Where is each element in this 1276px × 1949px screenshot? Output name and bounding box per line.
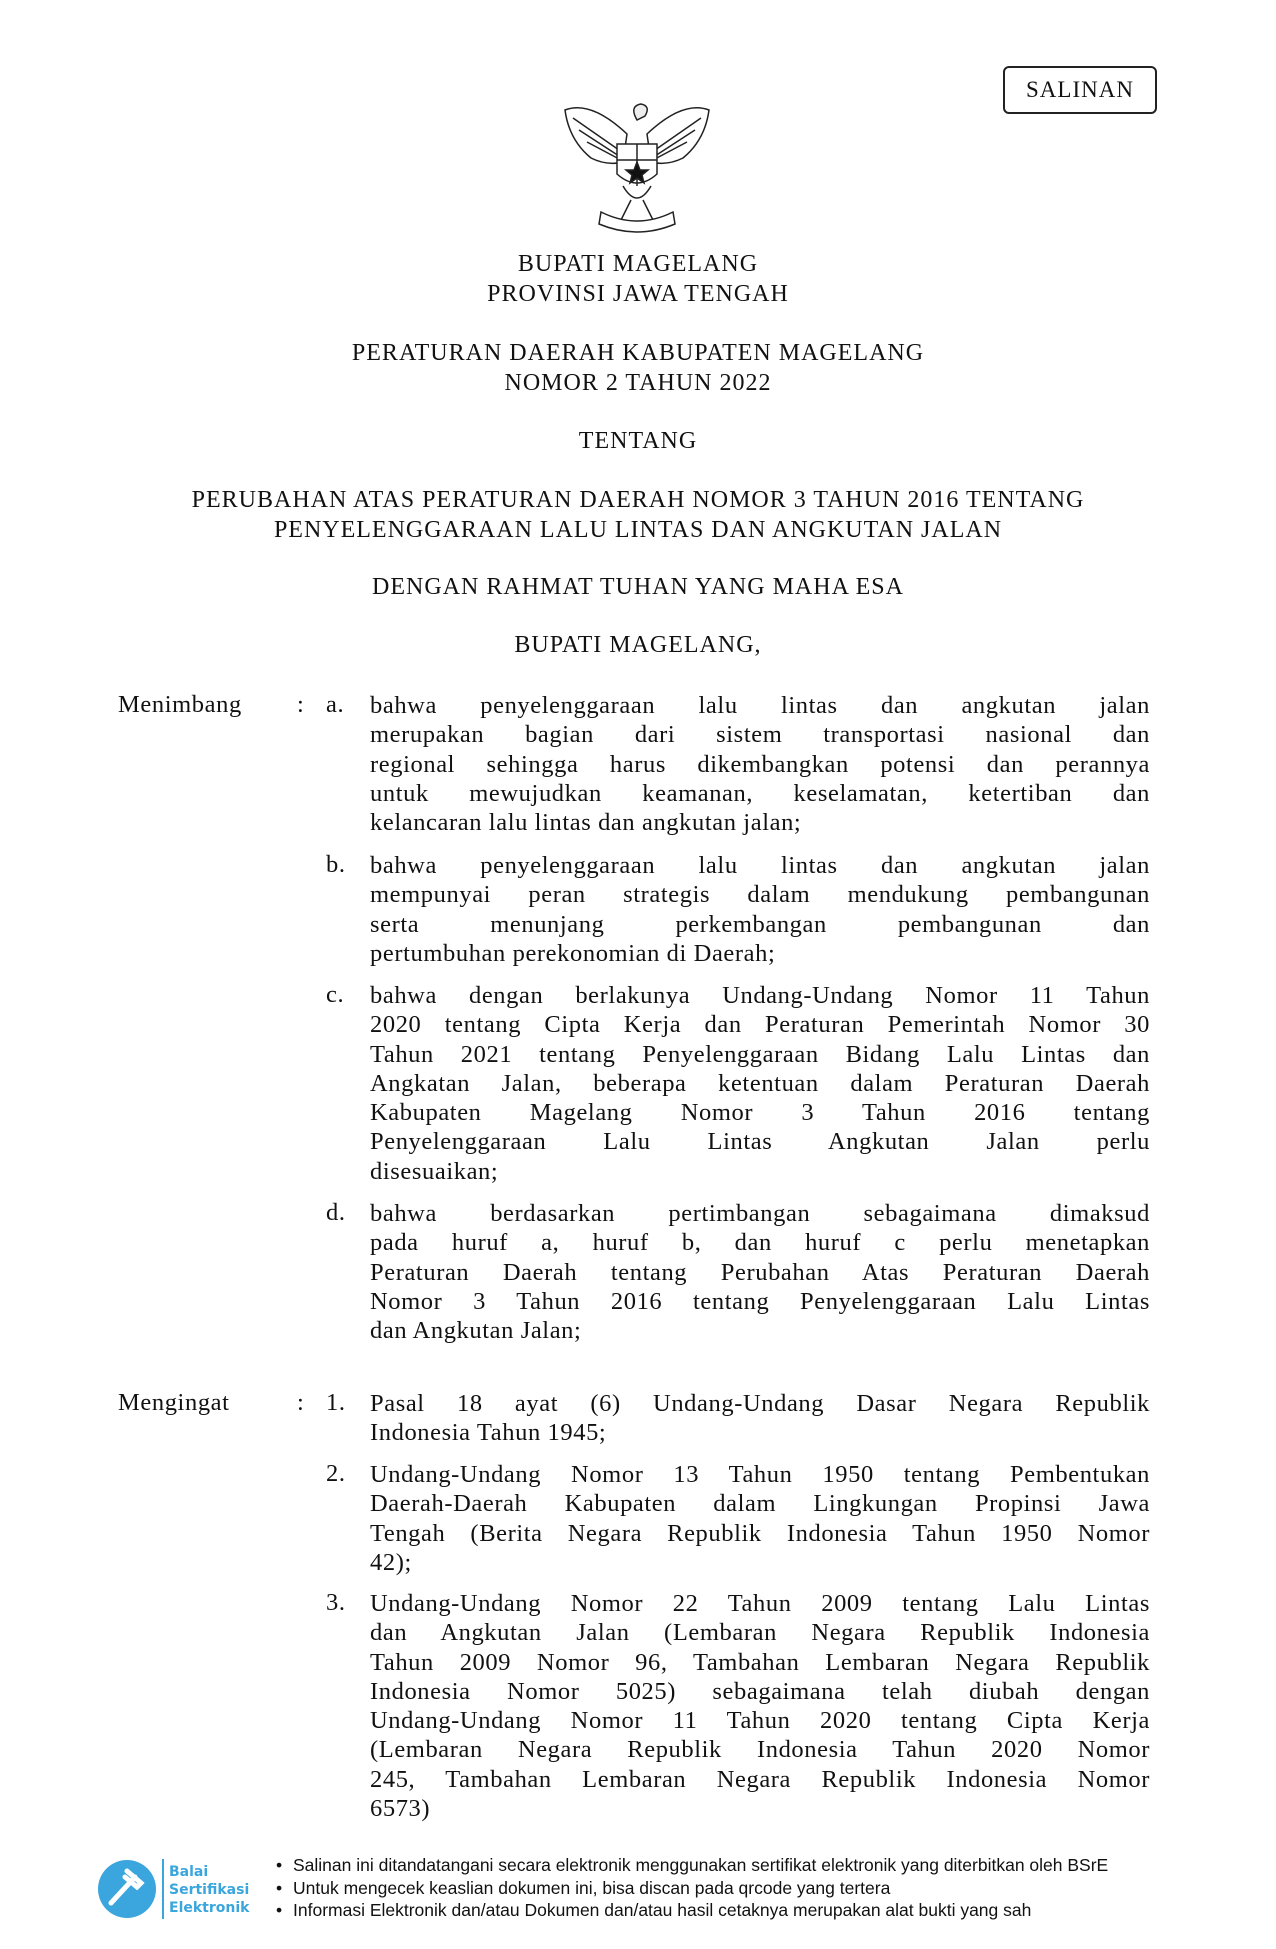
menimbang-colon: : <box>297 691 304 718</box>
item-text-line: 2020 tentang Cipta Kerja dan Peraturan Pemerintah Nomor 30 <box>370 1011 1150 1039</box>
item-marker: 3. <box>326 1589 346 1616</box>
regulation-number: NOMOR 2 TAHUN 2022 <box>504 370 772 396</box>
item-text-line: untuk mewujudkan keamanan, keselamatan, ketertiban dan <box>370 779 1150 807</box>
regulation-title: PERATURAN DAERAH KABUPATEN MAGELANG <box>351 340 925 366</box>
footer-notes <box>276 1854 1108 1922</box>
item-text-line: 42); <box>370 1548 412 1576</box>
mengingat-item <box>326 1589 1150 1823</box>
mengingat-colon: : <box>297 1389 304 1416</box>
item-text-line: Tahun 2021 tentang Penyelenggaraan Bidang Lalu Lintas dan <box>370 1040 1150 1068</box>
item-text-line: bahwa dengan berlakunya Undang-Undang Nomor 11 Tahun <box>370 982 1150 1009</box>
preamble: DENGAN RAHMAT TUHAN YANG MAHA ESA <box>372 574 904 600</box>
item-text-line: Angkatan Jalan, beberapa ketentuan dalam Peraturan Daerah <box>370 1069 1150 1097</box>
subject-line-1: PERUBAHAN ATAS PERATURAN DAERAH NOMOR 3 TAHUN 2016 TENTANG <box>191 487 1085 513</box>
item-text-line: dan Angkutan Jalan (Lembaran Negara Republik Indonesia <box>370 1619 1150 1647</box>
item-text-line: serta menunjang perkembangan pembangunan dan <box>370 910 1150 938</box>
salinan-stamp: SALINAN <box>1003 66 1157 114</box>
item-text-line: Daerah-Daerah Kabupaten dalam Lingkungan Propinsi Jawa <box>370 1490 1150 1518</box>
item-marker: d. <box>326 1199 346 1226</box>
menimbang-item <box>326 981 1150 1186</box>
item-text-line: mempunyai peran strategis dalam mendukung pembangunan <box>370 881 1150 909</box>
menimbang-item <box>326 1199 1150 1345</box>
item-text-line: disesuaikan; <box>370 1157 499 1185</box>
item-text-line: Undang-Undang Nomor 11 Tahun 2020 tentang Cipta Kerja <box>370 1707 1150 1735</box>
menimbang-item <box>326 851 1150 968</box>
issuer-salutation: BUPATI MAGELANG, <box>514 632 762 658</box>
item-text-line: regional sehingga harus dikembangkan potensi dan perannya <box>370 750 1150 778</box>
item-marker: 1. <box>326 1389 346 1416</box>
svg-text:Elektronik: Elektronik <box>169 1900 250 1916</box>
item-text-line: 245, Tambahan Lembaran Negara Republik Indonesia Nomor <box>370 1765 1150 1793</box>
item-text-line: bahwa berdasarkan pertimbangan sebagaimana dimaksud <box>370 1200 1150 1227</box>
item-text-line: (Lembaran Negara Republik Indonesia Tahun 2020 Nomor <box>370 1736 1150 1764</box>
footer-note: • Salinan ini ditandatangani secara elektronik menggunakan sertifikat elektronik yang diterbitkan oleh BSrE <box>276 1854 1108 1877</box>
footer-note: • Untuk mengecek keaslian dokumen ini, bisa discan pada qrcode yang tertera <box>276 1877 1108 1900</box>
mengingat-label: Mengingat <box>118 1389 230 1416</box>
item-text-line: merupakan bagian dari sistem transportasi nasional dan <box>370 721 1150 749</box>
item-text-line: Peraturan Daerah tentang Perubahan Atas Peraturan Daerah <box>370 1258 1150 1286</box>
menimbang-item <box>326 691 1150 837</box>
garuda-emblem-icon <box>561 100 713 240</box>
issuer-province: PROVINSI JAWA TENGAH <box>487 281 789 307</box>
subject-line-2: PENYELENGGARAAN LALU LINTAS DAN ANGKUTAN JALAN <box>273 517 1003 543</box>
bsre-logo <box>97 1857 267 1921</box>
item-text-line: Penyelenggaraan Lalu Lintas Angkutan Jalan perlu <box>370 1128 1150 1156</box>
issuer-title: BUPATI MAGELANG <box>517 251 759 277</box>
item-text-line: 6573) <box>370 1795 431 1823</box>
item-text-line: Tahun 2009 Nomor 96, Tambahan Lembaran Negara Republik <box>370 1648 1150 1676</box>
item-text-line: Undang-Undang Nomor 22 Tahun 2009 tentang Lalu Lintas <box>370 1590 1150 1617</box>
mengingat-item <box>326 1460 1150 1577</box>
tentang-heading: TENTANG <box>578 428 698 454</box>
menimbang-label: Menimbang <box>118 691 242 718</box>
item-marker: b. <box>326 851 346 878</box>
item-text-line: kelancaran lalu lintas dan angkutan jalan; <box>370 809 802 837</box>
item-marker: c. <box>326 981 345 1008</box>
mengingat-item <box>326 1389 1150 1448</box>
item-marker: 2. <box>326 1460 346 1487</box>
item-text-line: Indonesia Nomor 5025) sebagaimana telah diubah dengan <box>370 1677 1150 1705</box>
svg-text:Sertifikasi: Sertifikasi <box>169 1882 250 1898</box>
svg-text:Balai: Balai <box>169 1864 209 1880</box>
item-text-line: pertumbuhan perekonomian di Daerah; <box>370 939 776 967</box>
item-text-line: Pasal 18 ayat (6) Undang-Undang Dasar Negara Republik <box>370 1390 1150 1417</box>
item-text-line: dan Angkutan Jalan; <box>370 1317 582 1345</box>
footer-note: • Informasi Elektronik dan/atau Dokumen dan/atau hasil cetaknya merupakan alat bukti yang sah <box>276 1899 1108 1922</box>
item-text-line: Tengah (Berita Negara Republik Indonesia Tahun 1950 Nomor <box>370 1519 1150 1547</box>
item-text-line: Kabupaten Magelang Nomor 3 Tahun 2016 tentang <box>370 1099 1150 1127</box>
item-marker: a. <box>326 691 345 718</box>
item-text-line: Undang-Undang Nomor 13 Tahun 1950 tentang Pembentukan <box>370 1461 1150 1488</box>
item-text-line: pada huruf a, huruf b, dan huruf c perlu menetapkan <box>370 1229 1150 1257</box>
item-text-line: Nomor 3 Tahun 2016 tentang Penyelenggaraan Lalu Lintas <box>370 1287 1150 1315</box>
item-text-line: bahwa penyelenggaraan lalu lintas dan angkutan jalan <box>370 852 1150 879</box>
item-text-line: Indonesia Tahun 1945; <box>370 1419 607 1447</box>
item-text-line: bahwa penyelenggaraan lalu lintas dan angkutan jalan <box>370 692 1150 719</box>
